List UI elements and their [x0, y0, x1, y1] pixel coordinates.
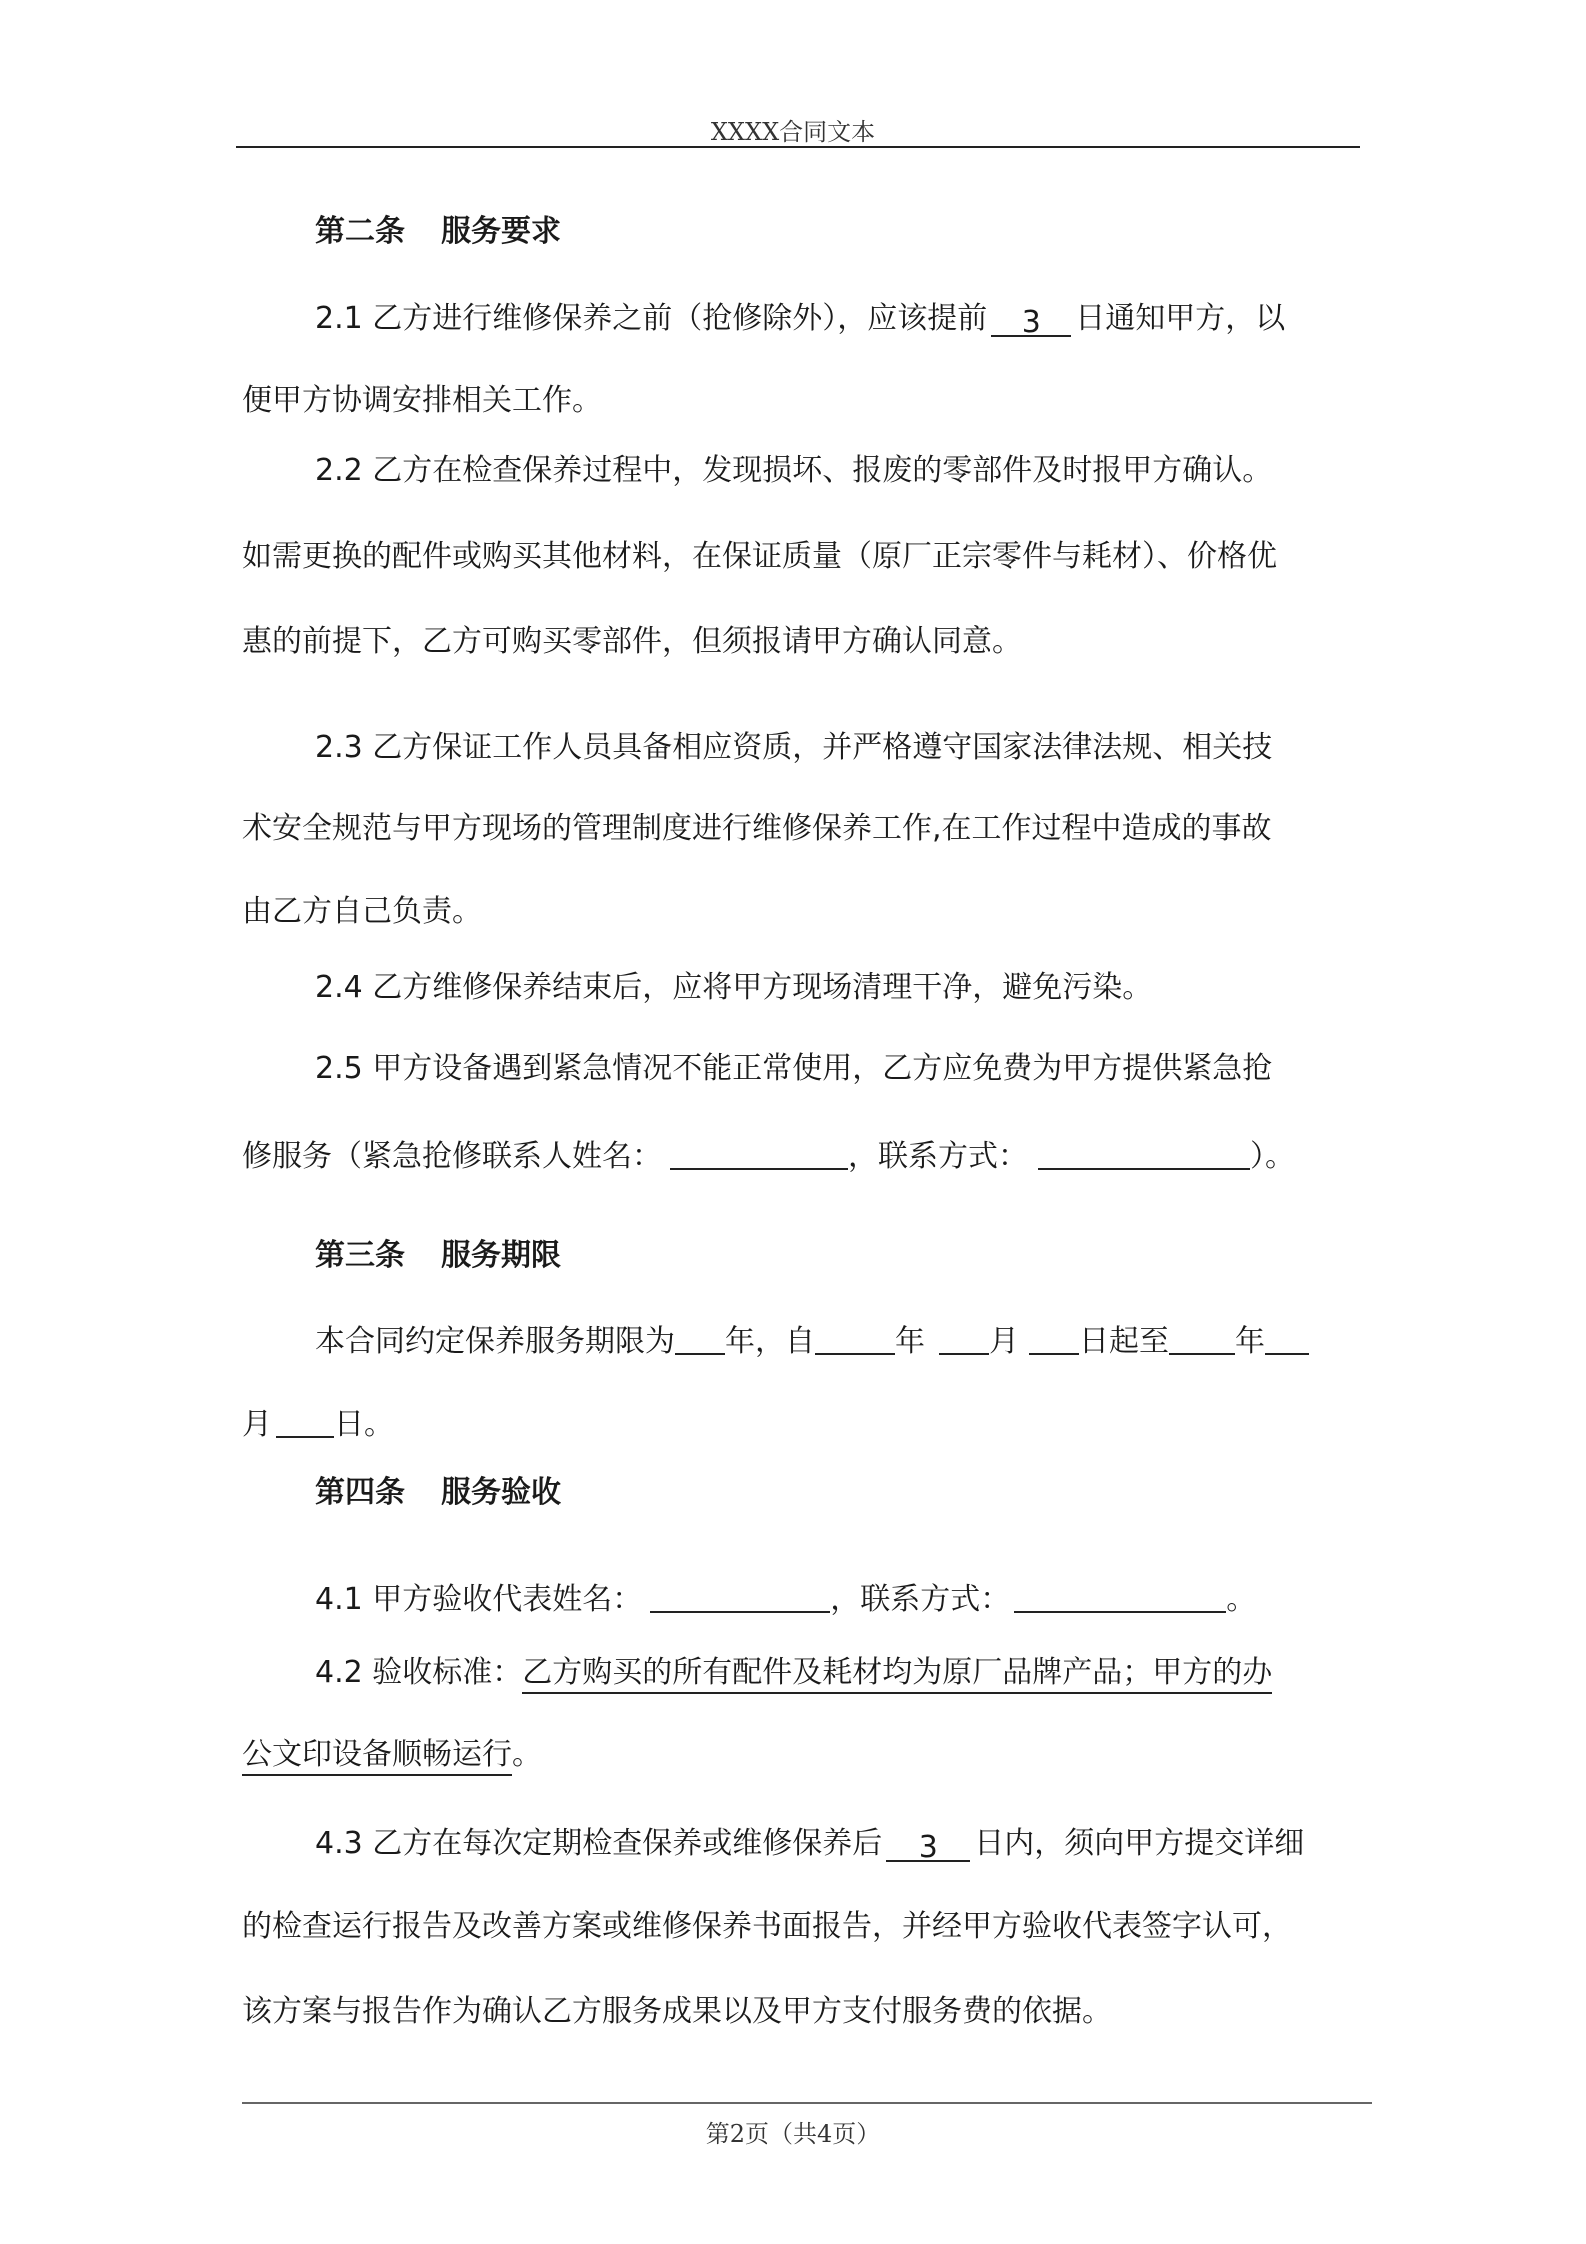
period-text-g: 月	[242, 1407, 272, 1442]
clause-2-5-text-d: ）。	[1250, 1139, 1295, 1174]
notice-days-blank: 3	[991, 303, 1071, 337]
clause-2-2-line-3: 惠的前提下，乙方可购买零部件，但须报请甲方确认同意。	[242, 624, 1022, 659]
article-4-title: 服务验收	[441, 1475, 561, 1510]
start-year-blank	[815, 1321, 895, 1355]
period-years-blank	[675, 1321, 725, 1355]
clause-2-5-line-2	[242, 1136, 1295, 1177]
acceptance-rep-name-blank	[650, 1579, 830, 1613]
period-text-d: 月	[989, 1324, 1019, 1359]
end-month-blank-part	[1265, 1321, 1309, 1355]
page-number: 第2页（共4页）	[705, 2120, 881, 2148]
period-text-b: 年，自	[725, 1324, 815, 1359]
clause-2-3-line-3: 由乙方自己负责。	[242, 894, 482, 929]
article-3-title: 服务期限	[441, 1238, 561, 1273]
emergency-contact-name-blank	[670, 1136, 848, 1170]
period-text-c: 年	[895, 1324, 925, 1359]
clause-4-1-line-1	[315, 1579, 1256, 1620]
clause-4-1-text-c: 。	[1226, 1582, 1257, 1617]
clause-4-2-line-1	[315, 1653, 1272, 1693]
article-4-number: 第四条	[315, 1475, 405, 1510]
period-text-a: 本合同约定保养服务期限为	[315, 1324, 675, 1359]
clause-2-5-text-b: 修服务（紧急抢修联系人姓名：	[242, 1139, 662, 1174]
article-4-heading	[315, 1473, 561, 1513]
clause-2-1-text-b: 日通知甲方，以	[1075, 301, 1286, 336]
clause-2-1-line-2: 便甲方协调安排相关工作。	[242, 383, 602, 418]
report-days-blank: 3	[886, 1828, 970, 1862]
article-3-heading	[315, 1236, 561, 1276]
clause-4-1-text-b: ，联系方式：	[830, 1582, 1011, 1617]
clause-2-1-line-1	[315, 299, 1285, 339]
footer-divider	[242, 2102, 1372, 2104]
clause-4-3-text-a: 4.3 乙方在每次定期检查保养或维修保养后	[315, 1826, 883, 1861]
article-2-number: 第二条	[315, 214, 405, 249]
clause-4-1-text-a: 4.1 甲方验收代表姓名：	[315, 1582, 643, 1617]
clause-4-2-text-d: 。	[512, 1737, 542, 1772]
article-2-heading	[315, 212, 561, 252]
clause-2-5-text-c: ，联系方式：	[848, 1139, 1028, 1174]
acceptance-standard-text-1: 乙方购买的所有配件及耗材均为原厂品牌产品；甲方的办	[522, 1655, 1272, 1694]
clause-2-3-line-1: 2.3 乙方保证工作人员具备相应资质，并严格遵守国家法律法规、相关技	[315, 730, 1273, 765]
clause-2-2-line-1: 2.2 乙方在检查保养过程中，发现损坏、报废的零部件及时报甲方确认。	[315, 453, 1273, 488]
clause-4-2-text-a: 4.2 验收标准：	[315, 1655, 523, 1690]
service-period-line-2	[242, 1404, 394, 1445]
article-3-number: 第三条	[315, 1238, 405, 1273]
start-day-blank	[1029, 1321, 1079, 1355]
clause-2-2-line-2: 如需更换的配件或购买其他材料，在保证质量（原厂正宗零件与耗材）、价格优	[242, 539, 1277, 574]
clause-4-3-text-b: 日内，须向甲方提交详细	[974, 1826, 1305, 1861]
clause-2-5-line-1: 2.5 甲方设备遇到紧急情况不能正常使用，乙方应免费为甲方提供紧急抢	[315, 1051, 1273, 1086]
clause-2-3-line-2: 术安全规范与甲方现场的管理制度进行维修保养工作,在工作过程中造成的事故	[242, 811, 1272, 846]
period-text-e: 日起至	[1079, 1324, 1169, 1359]
service-period-line-1	[315, 1321, 1309, 1362]
clause-4-3-line-1	[315, 1824, 1304, 1864]
period-text-h: 日。	[334, 1407, 394, 1442]
header-divider	[236, 146, 1360, 148]
end-year-blank	[1169, 1321, 1235, 1355]
document-header: XXXX合同文本	[710, 118, 876, 146]
clause-2-4-line-1: 2.4 乙方维修保养结束后，应将甲方现场清理干净，避免污染。	[315, 970, 1153, 1005]
clause-4-3-line-2: 的检查运行报告及改善方案或维修保养书面报告，并经甲方验收代表签字认可，	[242, 1909, 1292, 1944]
article-2-title: 服务要求	[441, 214, 561, 249]
acceptance-standard-text-2: 公文印设备顺畅运行	[242, 1737, 512, 1776]
clause-4-2-line-2	[242, 1735, 542, 1775]
start-month-blank	[939, 1321, 989, 1355]
acceptance-rep-phone-blank	[1014, 1579, 1226, 1613]
period-text-f: 年	[1235, 1324, 1265, 1359]
end-day-blank	[276, 1404, 334, 1438]
emergency-contact-phone-blank	[1038, 1136, 1250, 1170]
clause-2-1-text-a: 2.1 乙方进行维修保养之前（抢修除外），应该提前	[315, 301, 988, 336]
clause-4-3-line-3: 该方案与报告作为确认乙方服务成果以及甲方支付服务费的依据。	[242, 1994, 1112, 2029]
